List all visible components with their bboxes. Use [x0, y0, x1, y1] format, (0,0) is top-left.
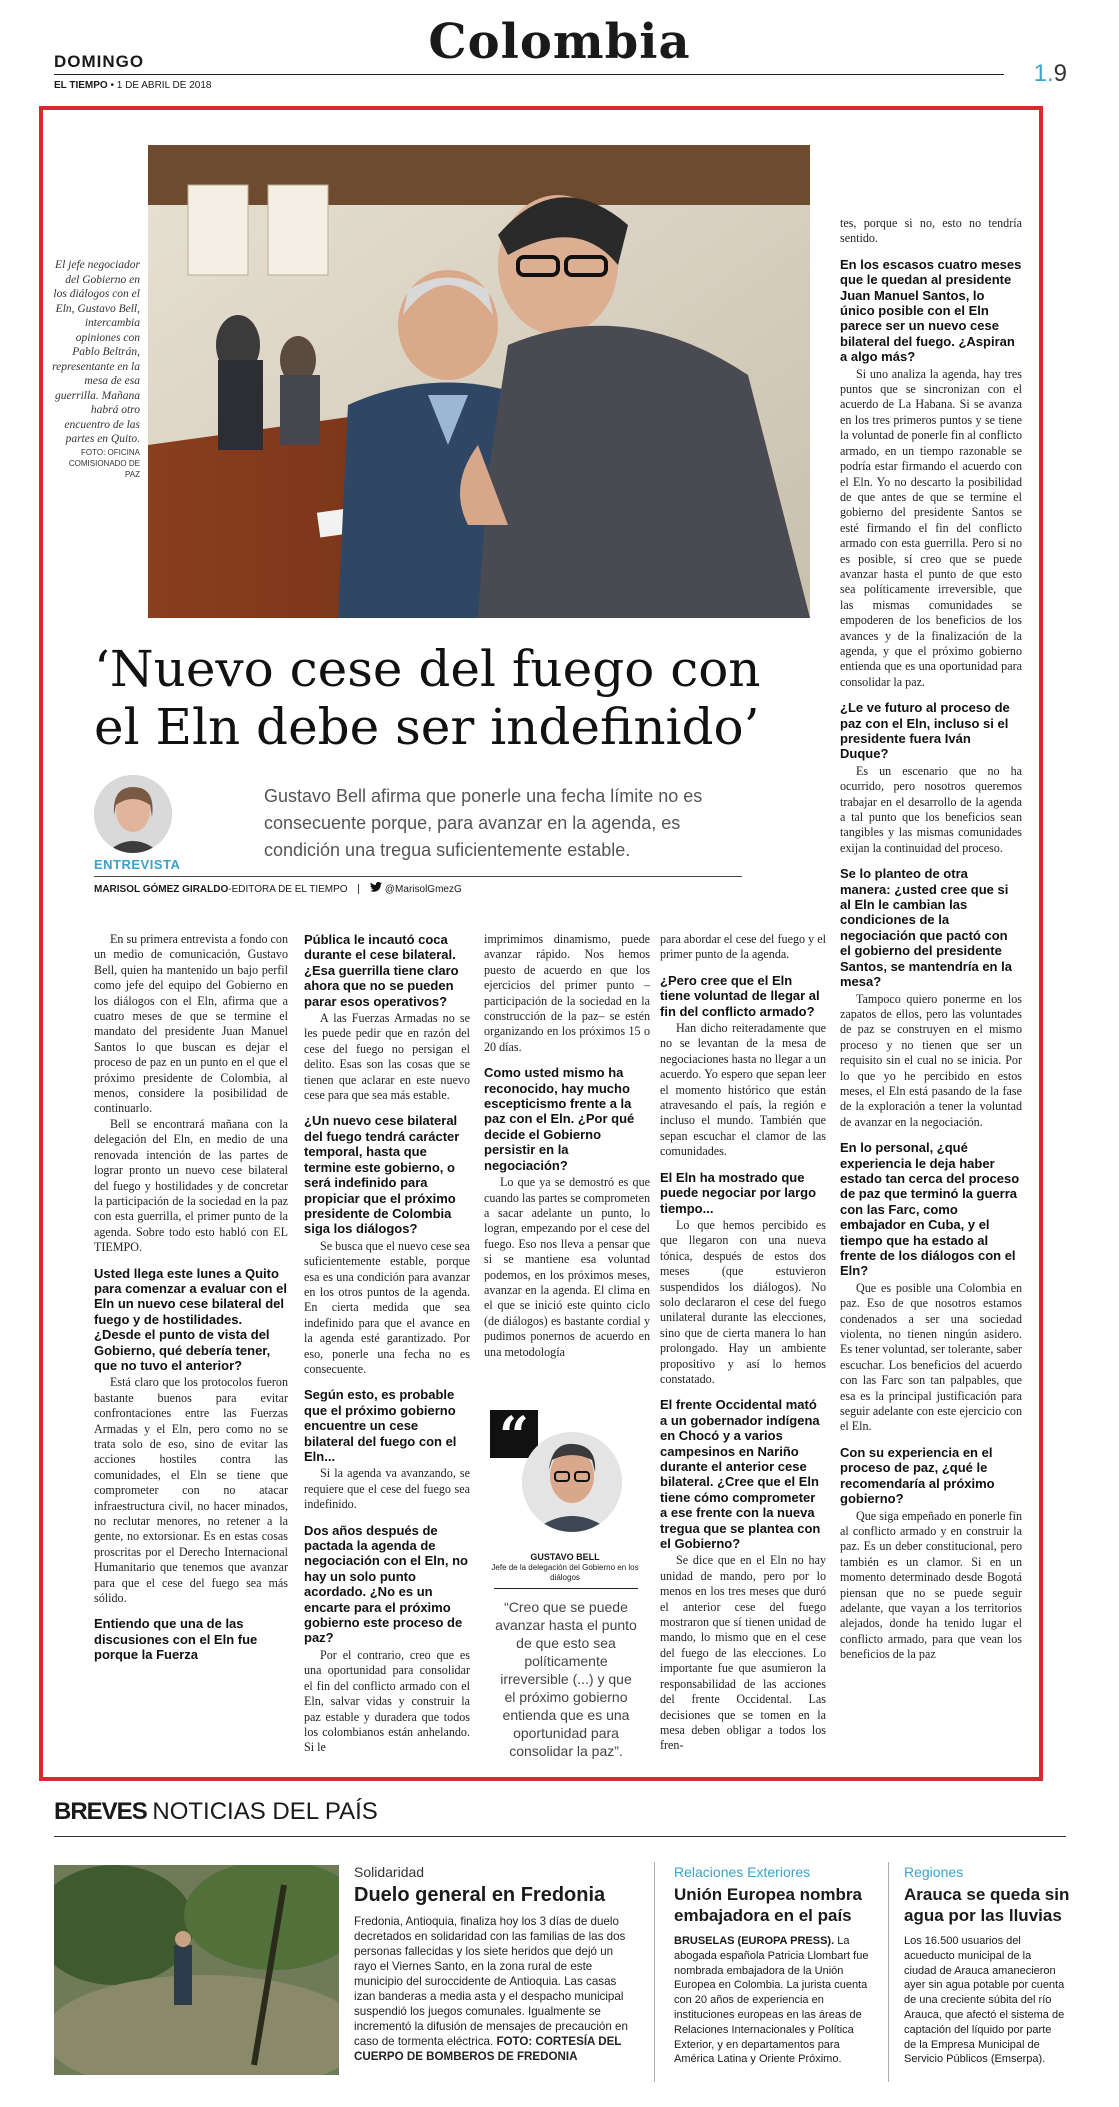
brief-2-body [674, 1934, 880, 2067]
body-paragraph: Por el contrario, creo que es una oportunidad para consolidar el fin del conflicto armado con el Eln, salvar vidas y construir la paz estable y duradera que todos los colombianos están anhelando. Si le [304, 1647, 470, 1755]
interview-question: Según esto, es probable que el próximo gobierno encuentre un cese bilateral del fuego con el Eln... [304, 1387, 457, 1464]
breves-title: BREVES [54, 1798, 147, 1825]
article-lead: Gustavo Bell afirma que ponerle una fecha límite no es consecuente porque, para avanzar en la agenda, es condición una tregua suficientemente estable. [264, 786, 703, 860]
body-paragraph: Si la agenda va avanzando, se requiere que el cese del fuego sea indefinido. [304, 1466, 470, 1512]
interview-question: ¿Pero cree que el Eln tiene voluntad de llegar al fin del conflicto armado? [660, 972, 820, 1019]
body-paragraph: Se dice que en el Eln no hay unidad de mando, pero por lo menos en los tres meses que duró el anterior cese del fuego mostraron que sí tienen unidad de mando, lo mismo que en el cese del fuego de las elecciones. Lo importante fue que asumieron la responsabilidad de las acciones del frente Occidental. Las decisiones que se tomen en la mesa deben obligar a todos los fren- [660, 1553, 826, 1753]
body-paragraph: Es un escenario que no ha ocurrido, pero nosotros queremos trabajar en el desarrollo de la agenda a tal punto que los beneficios sean tangibles y las mismas comunidades exijan la continuidad del proceso. [840, 763, 1022, 855]
author-avatar [94, 775, 172, 853]
section-title: Colombia [428, 14, 691, 70]
photo-caption [52, 258, 140, 480]
byline [94, 882, 462, 895]
interview-question: El frente Occidental mató a un gobernador indígena en Chocó y a varios campesinos en Nariño durante el anterior cese bilateral. ¿Cree que el Eln tiene cómo comprometer a ese frente con la nueva tregua que se plantea con el Gobierno? [660, 1397, 821, 1552]
author-name: MARISOL GÓMEZ GIRALDO [94, 884, 229, 895]
brief-1-title: Duelo general en Fredonia [354, 1884, 606, 1906]
paper-name: EL TIEMPO [54, 80, 108, 91]
body-paragraph: imprimimos dinamismo, puede avanzar rápido. Nos hemos puesto de acuerdo en que los ejercicios del primer punto –participación de la sociedad en la construcción de la paz– se estén organizando en los próximos 15 o 20 días. [484, 932, 650, 1054]
quote-mark-icon [490, 1410, 538, 1458]
quote-avatar [522, 1432, 622, 1532]
page-prefix: 1. [1033, 60, 1054, 87]
author-twitter: @MarisolGmezG [384, 884, 462, 895]
brief-2-dateline: BRUSELAS (EUROPA PRESS). [674, 1935, 835, 1947]
edition-day: DOMINGO [54, 52, 145, 71]
photo-credit: FOTO: OFICINA COMISIONADO DE PAZ [68, 447, 140, 479]
header-rule [54, 74, 1004, 75]
interview-question: En los escasos cuatro meses que le quedan al presidente Juan Manuel Santos, lo único posible con el Eln parece ser un nuevo cese bilateral del fuego. ¿Aspiran a algo más? [840, 256, 1022, 365]
breves-rule [54, 1836, 1066, 1837]
brief-1-kicker: Solidaridad [354, 1864, 425, 1880]
pull-quote-text: “Creo que se puede avanzar hasta el punto de que esto sea políticamente irreversible (...) y que el próximo gobierno entienda que es una oportunidad para consolidar la paz”. [495, 1599, 637, 1759]
page-number-value: 9 [1053, 60, 1067, 87]
brief-3-body: Los 16.500 usuarios del acueducto municipal de la ciudad de Arauca amanecieron ayer sin agua potable por cuenta de una creciente súbita del río Arauca, que afectó el sistema de captación del líquido por parte de la Empresa Municipal de Servicio Públicos (Emserpa). [904, 1935, 1065, 2066]
brief-2-text: La abogada española Patricia Llombart fue nombrada embajadora de la Unión Europea en Colombia. La jurista cuenta con 20 años de experiencia en instituciones europeas en las áreas de Relaciones Internacionales y Política Exterior, y en departamentos para América Latina y Oriente Próximo. [674, 1935, 869, 2066]
interview-question: En lo personal, ¿qué experiencia le deja haber estado tan cerca del proceso de paz que terminó la guerra con las Farc, como embajador en Cuba, y el tiempo que ha estado al frente de los diálogos con el Eln? [840, 1140, 1020, 1279]
body-paragraph: Está claro que los protocolos fueron bastante buenos para evitar confrontaciones entre las Fuerzas Armadas y el Eln, pero como no se trata solo de eso, sino de evitar las acciones hostiles contra las comunidades, el Eln se tiene que comprometer con no atacar infraestructura civil, no hacer minados, no reclutar menores, no retener a la gente, no extorsionar. Es en estas cosas proscritas por el Derecho Internacional Humanitario que tenemos que avanzar para que el cese del fuego sea más sólido. [94, 1375, 288, 1606]
interview-question: Como usted mismo ha reconocido, hay mucho escepticismo frente a la paz con el Eln. ¿Por qué decide el Gobierno persistir en la negociación? [484, 1065, 635, 1173]
breves-header [54, 1798, 378, 1826]
brief-divider-1 [654, 1862, 655, 2082]
brief-divider-2 [888, 1862, 889, 2082]
body-paragraph: Se busca que el nuevo cese sea suficientemente estable, porque esa es una condición para avanzar en los otros puntos de la agenda. En cierta medida que sea indefinido para que el avance en la agenda esté garantizado. Por eso, ponerle una fecha no es consecuente. [304, 1238, 470, 1376]
author-role: -EDITORA DE EL TIEMPO [228, 884, 348, 895]
photo-caption-text: El jefe negociador del Gobierno en los diálogos con el Eln, Gustavo Bell, intercambia opiniones con Pablo Beltrán, representante en la mesa de esa guerrilla. Mañana habrá otro encuentro de las partes en Quito. [52, 259, 140, 445]
svg-text:“: “ [499, 1410, 529, 1458]
article-kicker: ENTREVISTA [94, 857, 181, 872]
body-paragraph: para abordar el cese del fuego y el primer punto de la agenda. [660, 932, 826, 962]
main-photo [148, 145, 810, 618]
interview-question: ¿Le ve futuro al proceso de paz con el Eln, incluso si el presidente fuera Iván Duque? [840, 700, 1010, 762]
right-column [840, 216, 1022, 1663]
body-paragraph: Lo que hemos percibido es que llegaron con una nueva tónica, después de estos dos meses (que estuvieron suspendidos los diálogos). No solo declararon el cese del fuego unilateral durante las elecciones, sino que de cierta manera lo han prolongado. Hay un ambiente propositivo y así lo hemos constatado. [660, 1217, 826, 1386]
interview-question: El Eln ha mostrado que puede negociar por largo tiempo... [660, 1169, 817, 1216]
dateline: EL TIEMPO • 1 DE ABRIL DE 2018 [54, 80, 212, 91]
body-paragraph: Que siga empeñado en ponerle fin al conflicto armado y en construir la paz. Es un deber constitucional, pero también es un clamor. Si en un momento determinado desde Bogotá piensan que no se puede seguir adelante, que vayan a los territorios alejados, donde ha tenido lugar el conflicto armado, para que vean los beneficios de la paz [840, 1508, 1022, 1662]
body-paragraph: Han dicho reiteradamente que no se levantan de la mesa de negociaciones hasta no llegar a un acuerdo. Yo espero que sepan leer el momento histórico que están atravesando el país, la región e incluso el mundo. También que sepan escuchar el clamor de las comunidades. [660, 1021, 826, 1159]
interview-question: Dos años después de pactada la agenda de negociación con el Eln, no hay un solo punto acordado. ¿No es un encarte para el próximo gobierno este proceso de paz? [304, 1522, 468, 1646]
interview-question: ¿Un nuevo cese bilateral del fuego tendrá carácter temporal, hasta que termine este gobierno, o será indefinido para propiciar que el próximo presidente de Colombia siga los diálogos? [304, 1113, 460, 1237]
breves-subtitle: NOTICIAS DEL PAÍS [152, 1798, 378, 1825]
byline-divider [358, 884, 359, 894]
body-column-1 [94, 932, 288, 1665]
body-paragraph: A las Fuerzas Armadas no se les puede pedir que en razón del cese del fuego no persigan el delito. Esas son las cosas que se tienen que aclarar en este nuevo cese para que sea más estable. [304, 1011, 470, 1103]
interview-question: Con su experiencia en el proceso de paz, ¿qué le recomendaría al próximo gobierno? [840, 1444, 995, 1507]
page-number [1034, 60, 1067, 88]
body-paragraph: tes, porque si no, esto no tendría sentido. [840, 216, 1022, 246]
body-column-3 [484, 932, 650, 1360]
quote-speaker-role: Jefe de la delegación del Gobierno en los diálogos [491, 1563, 639, 1582]
interview-question: Entiendo que una de las discusiones con el Eln fue porque la Fuerza [94, 1616, 258, 1663]
interview-question: Pública le incautó coca durante el cese bilateral. ¿Esa guerrilla tiene claro ahora que no se pueden parar esos operativos? [304, 932, 459, 1009]
body-paragraph: Tampoco quiero ponerme en los zapatos de ellos, pero las voluntades de paz se construyen en el mismo proceso y no tienen que ser un requisito sin el cual no se inicia. Por lo que yo he percibido en estos meses, el Eln está pasando de la fase de la exploración a tener la voluntad de avanzar en la negociación. [840, 991, 1022, 1129]
twitter-icon [370, 884, 385, 895]
body-column-2 [304, 932, 470, 1756]
body-paragraph: Si uno analiza la agenda, hay tres puntos que se sincronizan con el acuerdo de La Habana. Si se avanza en los tres primeros puntos y se tiene la voluntad de ponerle fin al conflicto armado, en un tiempo razonable se podría estar firmando el acuerdo con el Eln. Yo no descarto la posibilidad de que antes de que se termine el gobierno del presidente Santos se esté firmando el fin del conflicto armado con esta guerrilla. Pero si no es posible, sí creo que se puede avanzar hasta el punto de que esto sea políticamente irreversible, que las mismas comunidades se empoderen de los beneficios de los avances y de la finalización de la agenda, y que el próximo gobierno entienda que es una oportunidad para consolidar la paz. [840, 366, 1023, 689]
body-paragraph: Bell se encontrará mañana con la delegación del Eln, en medio de una renovada intención de las partes de lograr pronto un nuevo cese bilateral del fuego y hostilidades y de concretar la participación de la sociedad en la paz con esta guerrilla, el primer punto de la agenda. Sobre todo esto habló con EL TIEMPO. [94, 1116, 288, 1255]
brief-2-kicker: Relaciones Exteriores [674, 1864, 811, 1880]
brief-2-title: Unión Europea nombra embajadora en el país [674, 1885, 862, 1925]
quote-speaker-name: GUSTAVO BELL [530, 1552, 600, 1562]
brief-1-credit: FOTO: CORTESÍA DEL CUERPO DE BOMBEROS DE FREDONIA [354, 2035, 622, 2063]
interview-question: Se lo planteo de otra manera: ¿usted cree que si al Eln le cambian las condiciones de la negociación que pactó con el gobierno del presidente Santos, se mantendría en la mesa? [840, 866, 1012, 990]
brief-1-text: Fredonia, Antioquia, finaliza hoy los 3 días de duelo decretados en solidaridad con las familias de las dos personas fallecidas y los siete heridos que dejó un rayo el Viernes Santo, en la zona rural de este municipio del suroccidente de Antioquia. Las casas izan banderas a media asta y el despacho municipal suspendió los juegos comunales. Igualmente se incrementó la difusión de mensajes de precaución en caso de tormenta eléctrica. [354, 1915, 628, 2048]
brief-photo [54, 1865, 339, 2075]
brief-3-kicker: Regiones [904, 1864, 964, 1880]
body-column-4 [660, 932, 826, 1754]
byline-rule [94, 876, 742, 877]
edition-date: 1 DE ABRIL DE 2018 [116, 80, 212, 91]
quote-rule [494, 1588, 638, 1589]
brief-3-title: Arauca se queda sin agua por las lluvias [904, 1885, 1070, 1925]
body-paragraph: Que es posible una Colombia en paz. Eso de que nosotros estamos condenados a ser una sociedad violenta, no tienen ningún asidero. Es tener voluntad, ser tolerante, saber escuchar. Los beneficios del acuerdo con las Farc son tan palpables, que esa es la principal justificación para seguir adelante con este ejercicio con el Eln. [840, 1280, 1022, 1434]
interview-question: Usted llega este lunes a Quito para comenzar a evaluar con el Eln un nuevo cese bilateral del fuego y de hostilidades. ¿Desde el punto de vista del Gobierno, qué debería tener, que no tuvo el anterior? [94, 1265, 287, 1373]
body-paragraph: Lo que ya se demostró es que cuando las partes se comprometen a sacar adelante un punto, lo logran, empezando por el cese del fuego. Eso nos lleva a pensar que si se mantiene esa voluntad podemos, en los próximos meses, avanzar en la agenda. El clima en el que se inició este quinto ciclo (de diálogos) es bastante cordial y pudimos ponernos de acuerdo en una metodología [484, 1175, 650, 1359]
headline: ‘Nuevo cese del fuego con el Eln debe ser indefinido’ [94, 640, 761, 756]
body-paragraph: En su primera entrevista a fondo con un medio de comunicación, Gustavo Bell, quien ha mantenido un bajo perfil como jefe del equipo del Gobierno en los diálogos con el Eln, afirma que a cuatro meses de que se termine el mandato del presidente Juan Manuel Santos lo que buscan es dejar el proceso de paz en un punto en el que el próximo presidente de Colombia, al menos, considere la posibilidad de continuarlo. [94, 932, 288, 1116]
brief-1-body [354, 1914, 630, 2064]
